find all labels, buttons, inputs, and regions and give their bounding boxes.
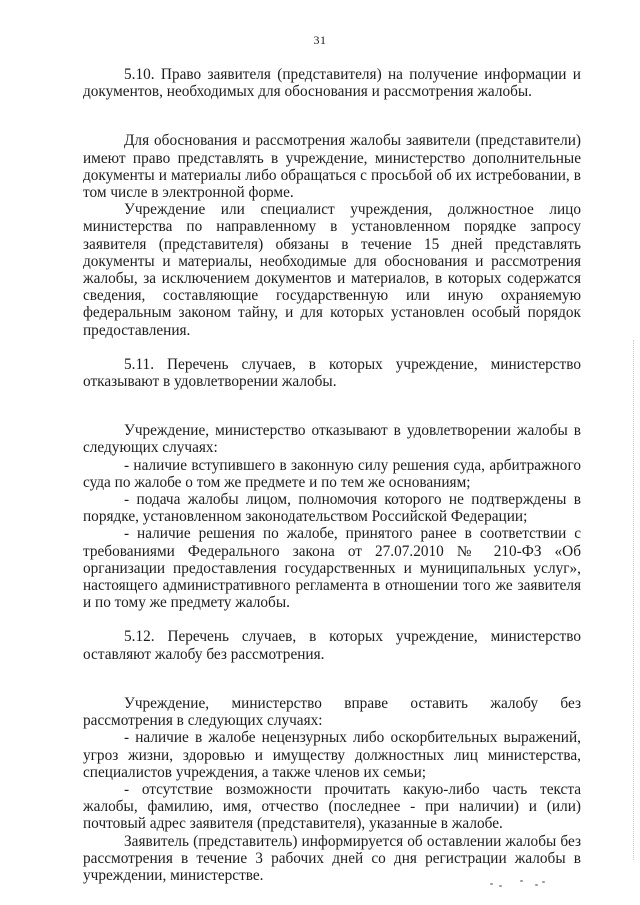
- list-item: - отсутствие возможности прочитать какую-либо часть текста жалобы, фамилию, имя, отчество (последнее - при наличии) и (или) почтовый адрес заявителя (представителя), указанные в жалобе.: [83, 780, 581, 833]
- scan-specks: [490, 880, 550, 888]
- scan-edge-marks: [631, 340, 634, 860]
- section-heading-5-10: 5.10. Право заявителя (представителя) на получение информации и документов, необходимых для обоснования и рассмотрения жалобы.: [83, 66, 581, 101]
- list-item: - наличие вступившего в законную силу решения суда, арбитражного суда по жалобе о том же предмете и по тем же основаниям;: [83, 456, 581, 491]
- paragraph: Учреждение, министерство отказывают в удовлетворении жалобы в следующих случаях:: [83, 422, 581, 457]
- paragraph: Учреждение или специалист учреждения, должностное лицо министерства по направленному в установленном порядке запросу заявителя (представителя) обязаны в течение 15 дней представлять документы и материалы, необходимые для обоснования и рассмотрения жалобы, за исключением документов и материалов, в которых содержатся сведения, составляющие государственную или иную охраняемую федеральным законом тайну, и для которых установлен особый порядок предоставления.: [83, 201, 581, 339]
- list-item: - наличие решения по жалобе, принятого ранее в соответствии с требованиями Федерального закона от 27.07.2010 № 210-ФЗ «Об организации предоставления государственных и муниципальных услуг», настоящего административного регламента в отношении того же заявителя и по тому же предмету жалобы.: [83, 525, 581, 612]
- list-item: - подача жалобы лицом, полномочия которого не подтверждены в порядке, установленном законодательством Российской Федерации;: [83, 491, 581, 526]
- paragraph: Для обоснования и рассмотрения жалобы заявители (представители) имеют право представлять в учреждение, министерство дополнительные документы и материалы либо обращаться с просьбой об их истребовании, в том числе в электронной форме.: [83, 132, 581, 202]
- paragraph: Учреждение, министерство вправе оставить жалобу без рассмотрения в следующих случаях:: [83, 694, 581, 730]
- document-body: [83, 66, 581, 884]
- list-item: - наличие в жалобе нецензурных либо оскорбительных выражений, угроз жизни, здоровью и имуществу должностных лиц министерства, специалистов учреждения, а также членов их семьи;: [83, 729, 581, 781]
- section-heading-5-11: 5.11. Перечень случаев, в которых учреждение, министерство отказывают в удовлетворении жалобы.: [83, 355, 581, 391]
- section-heading-5-12: 5.12. Перечень случаев, в которых учреждение, министерство оставляют жалобу без рассмотрения.: [83, 628, 581, 663]
- page-number: 31: [313, 33, 327, 47]
- paragraph: Заявитель (представитель) информируется об оставлении жалобы без рассмотрения в течение 3 рабочих дней со дня регистрации жалобы в учреждении, министерстве.: [83, 832, 581, 884]
